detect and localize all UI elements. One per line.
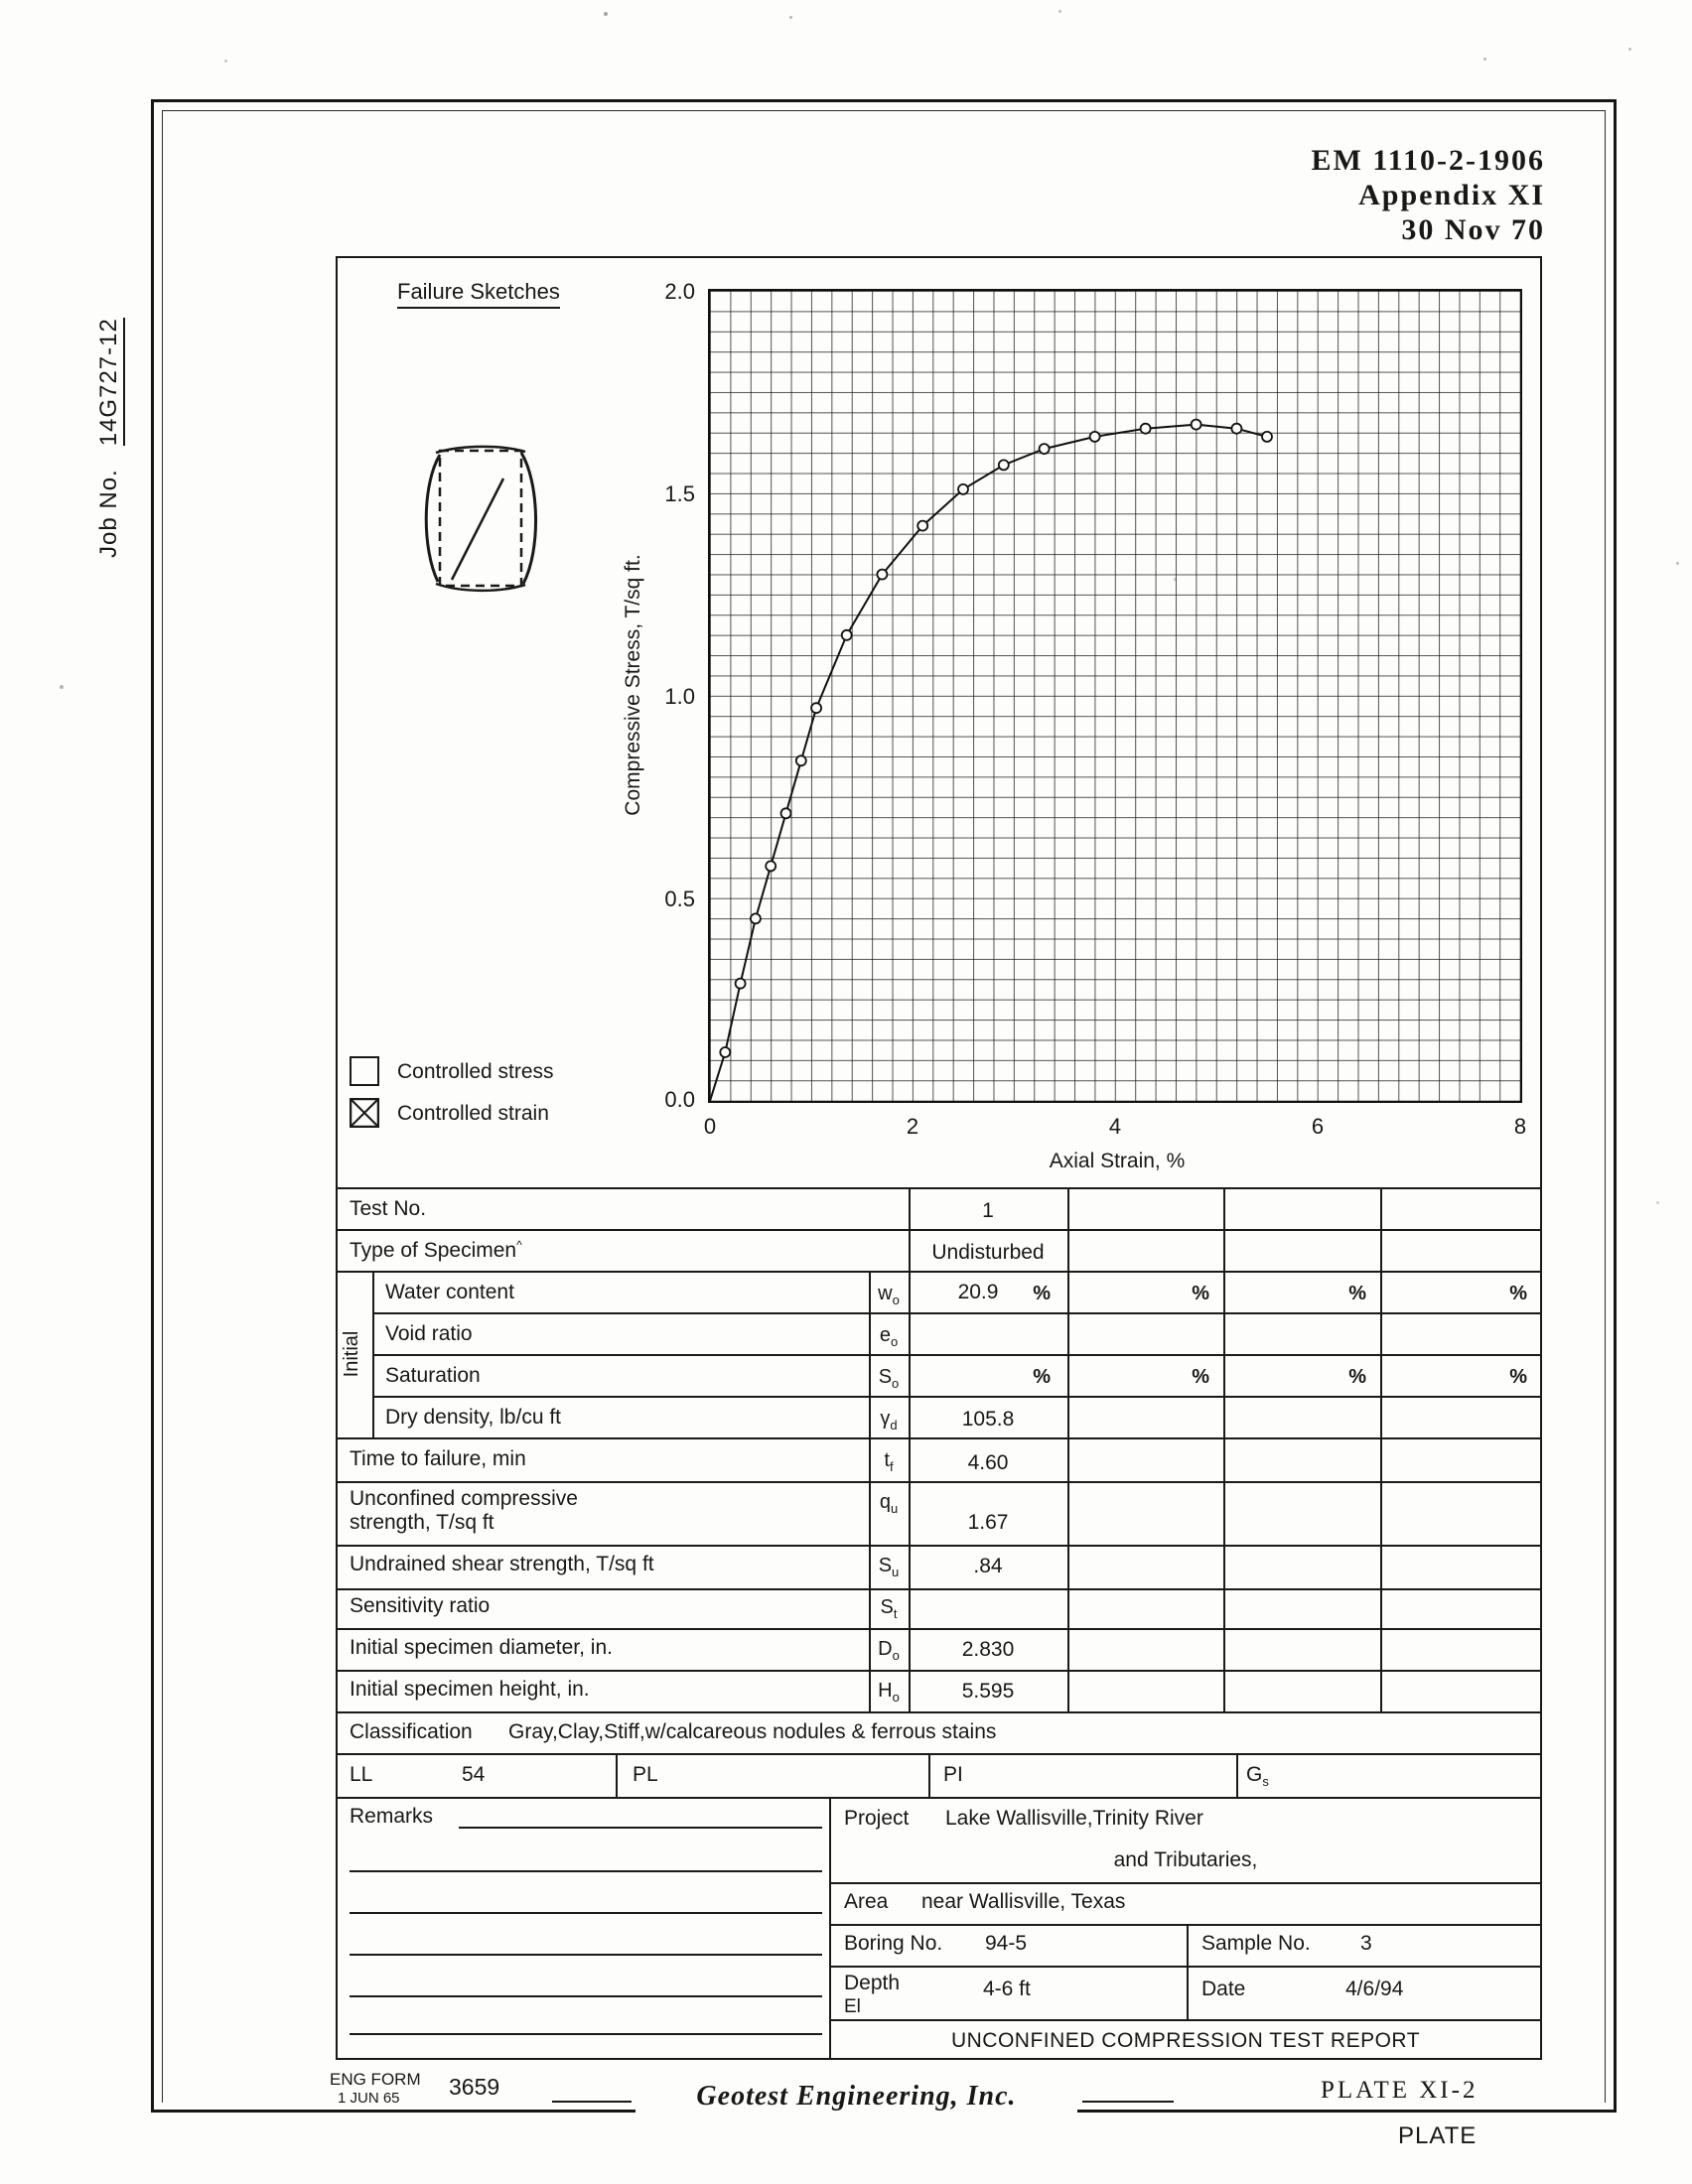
value-time-to-failure: 4.60	[967, 1451, 1009, 1474]
scan-speck	[789, 16, 792, 19]
table-line	[336, 1545, 1542, 1547]
project-value-line2: and Tributaries,	[1113, 1848, 1258, 1871]
header-date: 30 Nov 70	[1401, 213, 1545, 246]
unit-percent: %	[1509, 1366, 1527, 1388]
table-line	[336, 1711, 1542, 1713]
header-manual-number: EM 1110-2-1906	[1311, 144, 1545, 177]
failure-sketches-title: Failure Sketches	[397, 280, 560, 309]
ll-value: 54	[462, 1763, 486, 1786]
scan-speck	[1628, 48, 1631, 51]
data-point	[796, 755, 806, 765]
unit-percent: %	[1033, 1366, 1051, 1388]
value-unconfined-strength: 1.67	[967, 1511, 1009, 1534]
symbol-sensitivity: $S_t$	[880, 1596, 898, 1621]
table-line	[336, 1588, 1542, 1590]
data-point	[720, 1047, 730, 1057]
value-water-content: 20.9	[957, 1281, 999, 1303]
symbol-specimen-diameter: $D_o$	[878, 1638, 900, 1663]
table-line	[336, 1481, 1542, 1483]
value-specimen-height: 5.595	[961, 1680, 1015, 1703]
row-label-sensitivity: Sensitivity ratio	[350, 1594, 491, 1617]
symbol-specimen-height: $H_o$	[878, 1680, 900, 1705]
y-tick-label: 0.0	[664, 1087, 695, 1112]
project-section-line	[829, 2019, 1542, 2021]
table-line	[372, 1354, 1542, 1356]
controlled-strain-label: Controlled strain	[397, 1102, 549, 1125]
unit-percent: %	[1192, 1283, 1209, 1304]
symbol-column-divider-right	[909, 1187, 911, 1711]
y-tick-label: 1.0	[664, 684, 695, 709]
y-tick-label: 0.5	[664, 887, 695, 911]
table-line	[372, 1312, 1542, 1314]
project-section-line	[829, 1966, 1542, 1968]
x-tick-label: 2	[906, 1114, 919, 1139]
value-dry-density: 105.8	[961, 1408, 1015, 1431]
table-line	[336, 1797, 1542, 1799]
symbol-time-to-failure: $t_f$	[884, 1449, 894, 1474]
row-label-specimen-type: Type of Specimen^	[350, 1238, 522, 1262]
row-label-void-ratio: Void ratio	[385, 1322, 473, 1345]
footnote-mark: ^	[516, 1238, 522, 1252]
remarks-label: Remarks	[350, 1805, 434, 1828]
controlled-stress-label: Controlled stress	[397, 1060, 554, 1083]
remarks-rule	[350, 2033, 822, 2035]
row-label-undrained-shear: Undrained shear strength, T/sq ft	[350, 1553, 654, 1575]
boring-sample-divider	[1187, 1924, 1189, 2019]
data-point	[1192, 420, 1201, 430]
initial-group-divider	[372, 1271, 374, 1437]
row-label-water-content: Water content	[385, 1281, 514, 1303]
sample-no-label: Sample No.	[1201, 1932, 1311, 1955]
data-point	[811, 703, 821, 713]
plate-caption: PLATE	[1398, 2122, 1478, 2149]
ll-label: LL	[350, 1763, 373, 1786]
symbol-dry-density: $\gamma_d$	[880, 1408, 898, 1433]
x-tick-label: 6	[1311, 1114, 1325, 1139]
data-point	[1090, 432, 1100, 442]
table-line	[336, 1753, 1542, 1755]
table-line	[336, 1187, 1542, 1189]
row-label-saturation: Saturation	[385, 1364, 481, 1387]
company-flank-rule-left	[552, 2101, 632, 2103]
boring-no-label: Boring No.	[844, 1932, 943, 1955]
value-undrained-shear: .84	[973, 1555, 1003, 1577]
symbol-void-ratio: $e_o$	[879, 1324, 899, 1349]
unit-percent: %	[1509, 1283, 1527, 1304]
area-label: Area	[844, 1890, 889, 1913]
table-line	[336, 1437, 1542, 1439]
table-line	[336, 1271, 1542, 1273]
value-test-no: 1	[982, 1199, 994, 1222]
unit-percent: %	[1348, 1366, 1366, 1388]
atterberg-divider	[1236, 1753, 1238, 1797]
sample-no-value: 3	[1360, 1932, 1372, 1955]
failure-sketch-shear-plane	[452, 478, 503, 580]
data-point	[842, 630, 852, 640]
controlled-stress-checkbox	[350, 1056, 379, 1086]
atterberg-divider	[616, 1753, 618, 1797]
depth-value: 4-6 ft	[983, 1978, 1031, 2000]
data-point	[781, 808, 791, 818]
date-label: Date	[1201, 1978, 1246, 2000]
boring-no-value: 94-5	[985, 1932, 1028, 1955]
scan-speck	[60, 685, 64, 689]
eng-form-date: 1 JUN 65	[338, 2090, 400, 2107]
data-point	[1262, 432, 1272, 442]
gs-label: $G_s$	[1246, 1763, 1269, 1790]
report-title: UNCONFINED COMPRESSION TEST REPORT	[950, 2029, 1421, 2052]
job-number-value: 14G727-12	[95, 318, 125, 446]
y-tick-label: 1.5	[664, 481, 695, 506]
scan-speck	[224, 60, 227, 63]
table-line	[336, 1628, 1542, 1630]
x-tick-label: 8	[1513, 1114, 1527, 1139]
data-point	[877, 570, 887, 580]
failure-sketch-left-bulge	[426, 455, 440, 582]
remarks-rule	[350, 1954, 822, 1956]
depth-label: Depth	[844, 1972, 901, 1994]
failure-sketch-right-bulge	[521, 453, 536, 584]
company-name: Geotest Engineering, Inc.	[635, 2081, 1077, 2113]
row-label-test-no: Test No.	[350, 1197, 427, 1220]
table-line	[336, 1229, 1542, 1231]
scan-speck	[1483, 58, 1486, 61]
failure-sketch-top-edge	[436, 447, 525, 453]
pi-label: PI	[943, 1763, 963, 1786]
unit-percent: %	[1348, 1283, 1366, 1304]
controlled-strain-checkbox-checked	[350, 1098, 379, 1128]
data-point	[958, 484, 968, 494]
row-label-unconfined-strength: Unconfined compressive strength, T/sq ft	[350, 1487, 578, 1534]
value-column-divider	[1223, 1187, 1225, 1711]
unit-percent: %	[1192, 1366, 1209, 1388]
row-label-time-to-failure: Time to failure, min	[350, 1447, 526, 1470]
data-point	[1231, 424, 1241, 434]
stress-strain-plot-area	[708, 289, 1522, 1103]
value-specimen-diameter: 2.830	[961, 1638, 1015, 1661]
el-label: El	[844, 1996, 861, 2017]
job-number	[95, 318, 123, 558]
atterberg-divider	[928, 1753, 930, 1797]
x-axis-title: Axial Strain, %	[1049, 1150, 1186, 1172]
failure-sketch-specimen	[402, 435, 561, 609]
symbol-saturation: $S_o$	[878, 1366, 900, 1391]
x-tick-label: 4	[1108, 1114, 1122, 1139]
value-specimen-type: Undisturbed	[931, 1241, 1045, 1264]
document-header	[1092, 143, 1545, 247]
data-point	[917, 521, 927, 531]
company-flank-rule-right	[1082, 2101, 1174, 2103]
y-axis-title: Compressive Stress, T/sq ft.	[622, 554, 644, 816]
data-point	[1040, 444, 1050, 454]
x-tick-label: 0	[703, 1114, 717, 1139]
data-point	[766, 861, 776, 871]
unit-percent: %	[1033, 1283, 1051, 1304]
symbol-undrained-shear: $S_u$	[878, 1555, 900, 1579]
row-label-specimen-diameter: Initial specimen diameter, in.	[350, 1636, 613, 1659]
data-point	[999, 460, 1009, 470]
area-value: near Wallisville, Texas	[921, 1890, 1126, 1913]
project-section-line	[829, 1924, 1542, 1926]
header-appendix: Appendix XI	[1358, 179, 1545, 211]
scan-speck	[604, 12, 608, 16]
scan-speck	[1676, 562, 1679, 565]
data-point	[736, 979, 746, 989]
form-number: 3659	[449, 2074, 500, 2100]
pl-label: PL	[633, 1763, 658, 1786]
plate-number: PLATE XI-2	[1321, 2077, 1479, 2104]
date-value: 4/6/94	[1345, 1978, 1404, 2000]
failure-sketch-dashed-outline	[440, 451, 521, 586]
scan-speck	[1058, 10, 1061, 13]
table-line	[336, 1670, 1542, 1672]
table-line	[372, 1396, 1542, 1398]
row-label-dry-density: Dry density, lb/cu ft	[385, 1406, 562, 1429]
stress-strain-curve	[710, 291, 1520, 1101]
remarks-rule	[459, 1827, 822, 1829]
project-value: Lake Wallisville,Trinity River	[945, 1807, 1203, 1830]
value-column-divider	[1380, 1187, 1382, 1711]
eng-form-label: ENG FORM	[330, 2070, 421, 2089]
value-column-divider	[1067, 1187, 1069, 1711]
classification-value: Gray,Clay,Stiff,w/calcareous nodules & ferrous stains	[508, 1720, 997, 1743]
symbol-unconfined-strength: $q_u$	[879, 1491, 899, 1516]
remarks-rule	[350, 1912, 822, 1914]
job-number-label: Job No.	[95, 469, 122, 558]
remarks-rule	[350, 1995, 822, 1997]
classification-label: Classification	[350, 1720, 473, 1743]
remarks-rule	[350, 1870, 822, 1872]
project-section-line	[829, 1882, 1542, 1884]
y-tick-label: 2.0	[664, 279, 695, 304]
symbol-water-content: $w_o$	[878, 1283, 900, 1307]
data-point	[751, 913, 761, 923]
data-point	[1141, 424, 1151, 434]
project-label: Project	[844, 1807, 910, 1830]
row-label-specimen-height: Initial specimen height, in.	[350, 1678, 590, 1701]
scan-speck	[1656, 1201, 1659, 1204]
initial-group-label: Initial	[341, 1330, 362, 1378]
